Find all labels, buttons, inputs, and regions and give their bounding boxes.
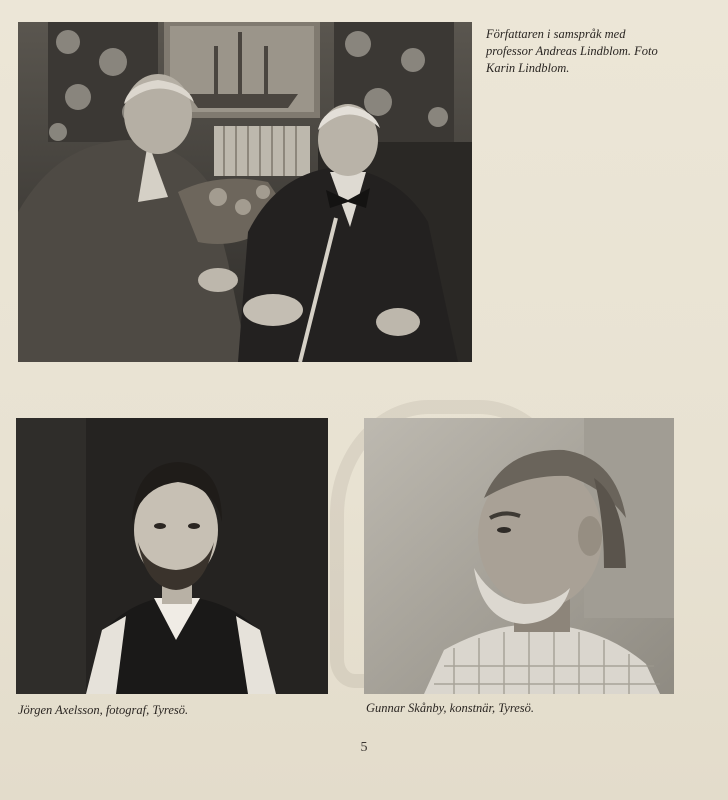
photo-gunnar-skanby: [364, 418, 674, 694]
page-number: 5: [360, 740, 368, 755]
photo-jorgen-axelsson-image: [16, 418, 328, 694]
photo-conversation-image: [18, 22, 472, 362]
caption-conversation: Författaren i samspråk med professor Andreas Lindblom. Foto Karin Lindblom.: [486, 27, 658, 75]
photo-conversation: [18, 22, 472, 362]
caption-jorgen-axelsson: Jörgen Axelsson, fotograf, Tyresö.: [18, 703, 189, 717]
photo-gunnar-skanby-image: [364, 418, 674, 694]
photo-jorgen-axelsson: [16, 418, 328, 694]
caption-gunnar-skanby: Gunnar Skånby, konstnär, Tyresö.: [366, 701, 535, 715]
